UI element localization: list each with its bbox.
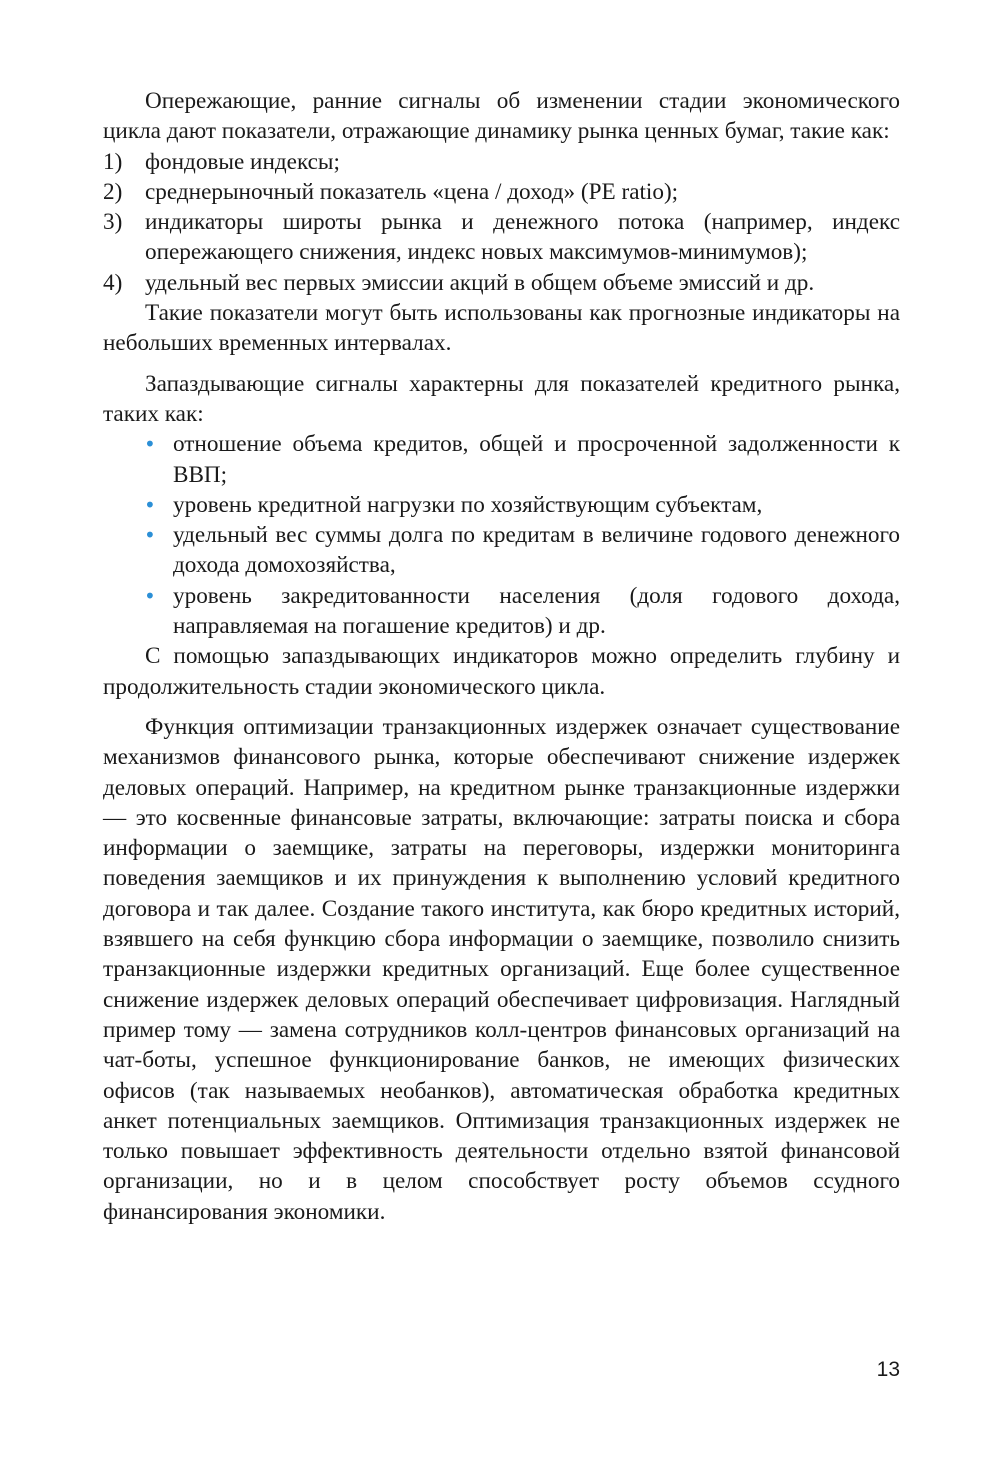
list-number: 4) bbox=[103, 269, 123, 296]
list-item-text: удельный вес суммы долга по кредитам в величине годового денежного дохода домохозяйства, bbox=[173, 522, 900, 579]
list-item-text: среднерыночный показатель «цена / доход» (PE ratio); bbox=[145, 178, 679, 205]
bullet-list-item bbox=[103, 429, 900, 490]
page-number: 13 bbox=[876, 1358, 900, 1381]
paragraph-forecast: Такие показатели могут быть использованы как прогнозные индикаторы на небольших временных интервалах. bbox=[103, 300, 900, 357]
list-item-text: фондовые индексы; bbox=[145, 148, 340, 175]
numbered-list-item bbox=[103, 147, 900, 177]
bullet-icon: • bbox=[144, 432, 156, 457]
list-number: 3) bbox=[103, 209, 123, 236]
bullet-icon: • bbox=[144, 492, 156, 517]
bullet-list bbox=[103, 429, 900, 641]
numbered-list bbox=[103, 147, 900, 298]
page-text bbox=[103, 86, 900, 1227]
numbered-list-item bbox=[103, 268, 900, 298]
paragraph-depth: С помощью запаздывающих индикаторов можно определить глубину и продолжительность стадии экономического цикла. bbox=[103, 643, 900, 700]
bullet-list-item bbox=[103, 520, 900, 581]
paragraph-function: Функция оптимизации транзакционных издержек означает существование механизмов финансового рынка, которые обеспечивают снижение издержек деловых операций. Например, на кредитном рынке транзакционные издержки — это косвенные финансовые затраты, включающие: затраты поиска и сбора информации о заемщике, затраты на переговоры, издержки мониторинга поведения заемщиков и их принуждения к выполнению условий кредитного договора и так далее. Создание такого института, как бюро кредитных историй, взявшего на себя функцию сбора информации о заемщике, позволило снизить транзакционные издержки кредитных организаций. Еще более существенное снижение издержек деловых операций обеспечивает цифровизация. Наглядный пример тому — замена сотрудников колл-центров финансовых организаций на чат-боты, успешное функционирование банков, не имеющих физических офисов (так называемых необанков), автоматическая обработка кредитных анкет потенциальных заемщиков. Оптимизация транзакционных издержек не только повышает эффективность деятельности отдельно взятой финансовой организации, но и в целом способствует росту объемов ссудного финансирования экономики. bbox=[103, 713, 900, 1225]
list-item-text: удельный вес первых эмиссии акций в общем объеме эмиссий и др. bbox=[145, 269, 815, 296]
bullet-icon: • bbox=[144, 523, 156, 548]
list-number: 1) bbox=[103, 148, 123, 175]
bullet-list-item bbox=[103, 490, 900, 520]
paragraph-lagging: Запаздывающие сигналы характерны для показателей кредитного рынка, таких как: bbox=[103, 370, 900, 427]
list-item-text: индикаторы широты рынка и денежного потока (например, индекс опережающего снижения, индекс новых максимумов-минимумов); bbox=[145, 209, 900, 266]
bullet-list-item bbox=[103, 581, 900, 642]
paragraph-intro: Опережающие, ранние сигналы об изменении стадии экономического цикла дают показатели, отражающие динамику рынка ценных бумаг, такие как: bbox=[103, 88, 900, 145]
list-item-text: уровень кредитной нагрузки по хозяйствующим субъектам, bbox=[173, 491, 763, 518]
numbered-list-item bbox=[103, 207, 900, 268]
bullet-icon: • bbox=[144, 583, 156, 608]
list-number: 2) bbox=[103, 178, 123, 205]
list-item-text: уровень закредитованности населения (доля годового дохода, направляемая на погашение кредитов) и др. bbox=[173, 582, 900, 640]
numbered-list-item bbox=[103, 177, 900, 207]
list-item-text: отношение объема кредитов, общей и просроченной задолженности к ВВП; bbox=[173, 431, 900, 488]
